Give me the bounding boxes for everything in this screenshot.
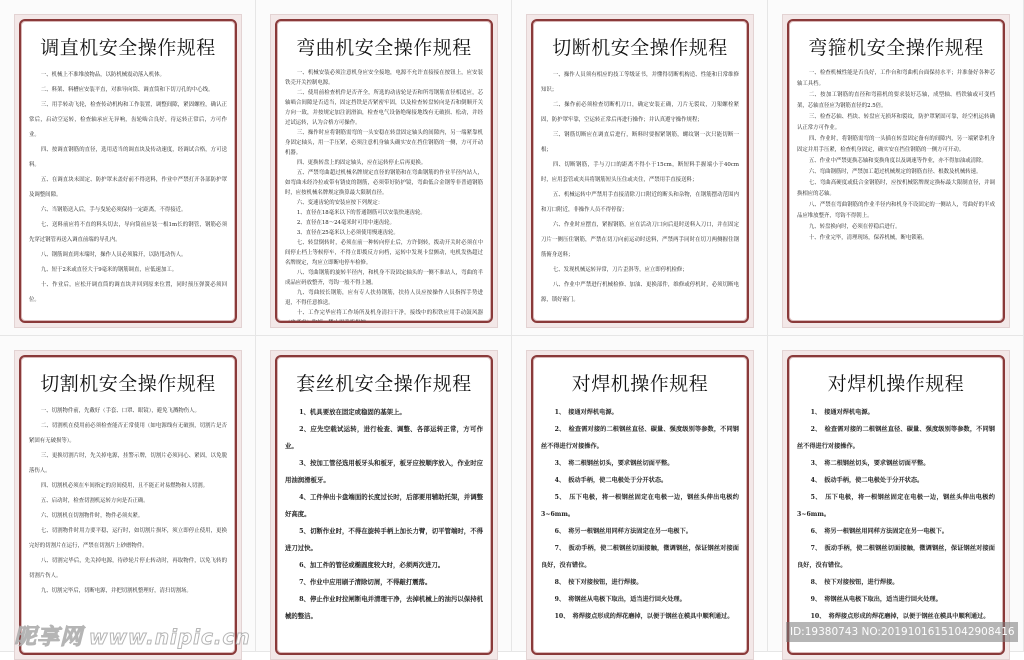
rule-item: 五、启动时，检查切割机运转方向是否正确。 — [40, 498, 149, 504]
rule-item: 七、转盘倒转时，必须在前一种转向停止后，方许倒转，拨动开关时必须在中间停止档上等候停车，不得立即拨反方向档，运转中发现卡盘颤动，电机发热超过名牌规定，均应立即断电停车检修。 — [285, 240, 483, 266]
rule-item: 6、 将另一根钢丝用同样方法固定在另一电极下。 — [810, 528, 948, 535]
watermark-logo — [14, 620, 251, 651]
rule-item: 七、发现机械运转异常，刀片歪斜等，应立即停机检修； — [552, 267, 688, 273]
sign-frame — [275, 355, 493, 655]
rule-item: 1、直径在18毫米以下的普通钢筋可以安装快速齿轮。 — [296, 210, 426, 216]
rule-item: 10、 将焊接点形成的焊花磨掉，以便于钢丝在模具中顺利通过。 — [810, 613, 990, 620]
rule-item: 九、弯曲较长钢筋，应有专人扶持钢筋，扶持人员应按操作人员指挥手势进退，不得任意推送。 — [285, 290, 483, 306]
rule-item: 6、 将另一根钢丝用同样方法固定在另一电极下。 — [554, 528, 692, 535]
sign-title: 弯曲机安全操作规程 — [296, 37, 472, 59]
rule-item: 2、 检查需对接的二根钢丝直径、碳量、强度级别等参数，不同钢丝不得进行对接操作。 — [797, 426, 995, 450]
sign-frame — [19, 19, 237, 323]
sign-cell-butt-welder-b — [768, 336, 1024, 652]
sign-title: 调直机安全操作规程 — [40, 37, 216, 59]
rule-list — [797, 404, 995, 625]
rule-item: 二、操作前必须检查切断机刀口，确定安装正确，刀片无裂纹，刀架螺栓紧固，防护罩牢靠，空运转正常后再进行操作；并认真遵守操作规程； — [541, 102, 739, 123]
rule-list — [541, 68, 739, 308]
rule-item: 六、弯曲钢筋时，严禁加工超过机械规定的钢筋直径、根数及机械转速。 — [808, 169, 982, 175]
sign-frame — [531, 19, 749, 323]
sign-frame — [275, 19, 493, 323]
rule-item: 一、检查机械性能是否良好，工作台和弯曲机台面保持水平；并准备好各种芯轴工具档。 — [797, 70, 995, 87]
rule-item: 4、 扳动手柄，使二电极处于分开状态。 — [554, 477, 668, 484]
rule-item: 二、按加工钢筋的直径和弯箍机的要求装好芯轴，成型轴、档铁轴或可变档架，芯轴直径应为钢筋直径的2.5倍。 — [797, 92, 995, 109]
sign-board — [782, 14, 1010, 328]
rule-item: 十、作业完毕，清理现场，保养机械，断电锁箱。 — [808, 235, 928, 241]
rule-list — [797, 68, 995, 244]
rule-item: 4、工件伸出卡盘端面的长度过长时，后部要用辅助托架，并调整好高度。 — [285, 493, 483, 518]
rule-item: 八、切割完毕后，先关掉电源，待砂轮片停止转动时，再取物件，以免飞转的切割片伤人。 — [29, 558, 227, 579]
rule-item: 七、切割物件时用力要平稳，运行时，如切割片损坏，须立即停止使用，更换完好的切割片在运行，严禁在切割片上砂磨物件。 — [29, 528, 227, 549]
rule-item: 四、切割机必须在车间指定的房间使用，且不能正对易燃物和人切割。 — [40, 483, 208, 489]
rule-item: 一、操作人员须有相应的技工等级证书，并懂得切断机构造、性能和日常维修知识； — [541, 72, 739, 93]
rule-item: 8、 按下对接按钮，进行焊接。 — [810, 579, 899, 586]
rule-item: 四、更换转盘上的固定轴头，应在运转停止后再更换。 — [296, 160, 427, 166]
sign-title: 切断机安全操作规程 — [552, 37, 728, 59]
sign-cell-straightener — [0, 0, 256, 336]
sign-board — [14, 350, 242, 660]
rule-item: 五、严禁弯曲超过机械名牌规定直径的钢筋和在弯曲钢筋的作业半径内站人，如弯曲未经冷拉或带有锈皮的钢筋，必须带好防护镜，弯曲低合金钢等非普通钢筋时，应按机械名牌规定换算最大限制直径。 — [285, 170, 483, 196]
rule-list — [285, 404, 483, 625]
rule-item: 7、 扳动手柄，使二根钢丝切面接触，微调钢丝，保证钢丝对接面良好，没有错位。 — [541, 545, 739, 569]
rule-item: 3、按加工管径选用板牙头和板牙，板牙应按顺序放入，作业时应用油润滑板牙。 — [285, 459, 483, 484]
rule-item: 八、钢筋调直到末端时，操作人员必须躲开，以防甩动伤人。 — [40, 252, 187, 258]
rule-list — [29, 68, 227, 308]
sign-title: 切割机安全操作规程 — [40, 373, 216, 395]
rule-item: 5、切断作业时，不得在旋转手柄上加长力臂，切平管端时，不得进刀过快。 — [285, 527, 483, 552]
rule-item: 八、严禁在弯曲钢筋的作业半径内和机身不设固定的一侧站人，弯曲好的半成品应堆放整齐，弯钩不得朝上。 — [797, 202, 995, 219]
rule-item: 3、 将二根钢丝切头，要求钢丝切面平整。 — [810, 460, 930, 467]
rule-item: 三、更换切割片时，先关掉电源，挂警示牌，切割片必须同心、紧固，以免脱落伤人。 — [29, 453, 227, 474]
rule-item: 一、切割物件前，先戴好（手套、口罩、眼镜），避免飞溅物伤人。 — [40, 408, 200, 414]
rule-item: 九、切割完毕后，切断电源，并把切割机整理好，清扫切割场。 — [40, 588, 192, 594]
watermark-id-banner: ID:19380743 NO:20191016151042908416 — [786, 622, 1018, 642]
rule-item: 三、检查芯轴、档块、转盘应无损坏和裂纹，防护罩紧固可靠，经空机运转确认正常方可作业。 — [797, 114, 995, 131]
rule-item: 五、机械运转中严禁用手直接清除刀口附近的断头和杂物，在钢筋摆动范围内和刀口附近，非操作人员不得停留； — [541, 192, 739, 213]
rule-item: 二、料架、料槽应安装平直，对准导向筒、调直筒和下切刀孔的中心线。 — [40, 87, 214, 93]
rule-item: 3、 将二根钢丝切头，要求钢丝切面平整。 — [554, 460, 674, 467]
sign-board — [270, 350, 498, 660]
sign-board — [782, 350, 1010, 660]
rule-item: 六、切割机在切割物件时，物件必须夹紧。 — [40, 513, 144, 519]
rule-item: 10、 将焊接点形成的焊花磨掉，以便于钢丝在模具中顺利通过。 — [554, 613, 734, 620]
sign-board — [14, 14, 242, 328]
rule-item: 六、当钢筋送入后，手与曳轮必须保持一定距离，不得接近。 — [40, 207, 187, 213]
watermark-url: www.nipic.cn — [89, 625, 251, 649]
watermark-logo-text: 昵享网 — [14, 625, 84, 650]
rule-item: 二、切割机在使用前必须检查能否正常使用（如电源线有无破损，切割片是否紧固有无破损等）。 — [29, 423, 227, 444]
sign-cell-bending — [256, 0, 512, 336]
sign-frame — [531, 355, 749, 655]
rule-item: 八、作业中严禁进行机械检修、加油、更换部件，维修或停机时，必须切断电源，锁好箱门。 — [541, 282, 739, 303]
rule-item: 四、作业时，将钢筋需弯的一头插在转盘固定备有的间隙内，另一端紧靠机身固定并用手压紧，检查机身固定，确实安在挡住钢筋的一侧方可开动。 — [797, 136, 995, 153]
rule-item: 一、机械上不准堆放物品，以防机械震动落入机体。 — [40, 72, 165, 78]
rule-item: 八、弯曲钢筋的旋转半径内，和机身不设固定轴头的一侧不准站人，弯曲的半成品应码放整齐，弯钩一般不得上翘。 — [285, 270, 483, 286]
sign-board — [270, 14, 498, 328]
rule-item: 七、弯曲高硬度或低合金钢筋时，应按机械铭牌规定换标最大限制直径，并调换相应的芯轴。 — [797, 180, 995, 197]
rule-item: 九、短于2米或直径大于9毫米的钢筋调直，应低速加工。 — [40, 267, 178, 273]
sign-board — [526, 350, 754, 660]
rule-list — [29, 404, 227, 599]
rule-item: 3、直径在25毫米以上必须使用慢速齿轮。 — [296, 230, 399, 236]
sign-title: 弯箍机安全操作规程 — [808, 37, 984, 59]
sign-title: 对焊机操作规程 — [571, 373, 709, 395]
sign-cell-cutting — [0, 336, 256, 652]
rule-item: 5、 压下电极，将一根钢丝固定在电极一边，钢丝头伸出电极约3~6mm。 — [541, 494, 739, 518]
sign-frame — [787, 355, 1005, 655]
rule-item: 三、用手转动飞轮，检查传动机构和工作装置，调整间隙，紧固螺栓，确认正常后，启动空运转，检查轴承应无异响，齿轮啮合良好，待运转正常后，方可作业。 — [29, 102, 227, 138]
sign-cell-stirrup-bender — [768, 0, 1024, 336]
rule-item: 三、操作时应将钢筋需弯的一头安稳在转盘固定轴头的间隙内，另一端紧靠机身固定轴头，用一手压紧，必须注意机身轴头确实安在挡住钢筋的一侧，方可开动机器。 — [285, 130, 483, 156]
sign-board — [526, 14, 754, 328]
rule-item: 2、直径在18～24毫米时可用中速齿轮。 — [296, 220, 395, 226]
rule-item: 8、停止作业时拉闸断电并清理干净，去掉机械上的油污以保持机械的整洁。 — [285, 595, 483, 620]
rule-item: 三、钢筋切断应在调直后进行，断料时要握紧钢筋，螺纹钢一次只能切断一根； — [541, 132, 739, 153]
rule-item: 9、 将钢丝从电极下取出，适当进行回火处理。 — [810, 596, 942, 603]
rule-item: 5、 压下电极，将一根钢丝固定在电极一边，钢丝头伸出电极约3~6mm。 — [797, 494, 995, 518]
rule-item: 四、切断钢筋，手与刀口的距离不得小于15cm，断短料手握端小于40cm时，应用套管或夹具将钢筋短头压住或夹住，严禁用手直接送料； — [541, 162, 739, 183]
sign-title: 对焊机操作规程 — [827, 373, 965, 395]
sign-frame — [787, 19, 1005, 323]
rule-item: 6、加工件的管径或椭圆度较大时，必须两次进刀。 — [299, 561, 445, 569]
rule-item: 8、 按下对接按钮，进行焊接。 — [554, 579, 643, 586]
rule-item: 九、转盘换向时，必须在停稳后进行。 — [808, 224, 901, 230]
rule-item: 二、使用前检查机件是否齐全，所选的动齿轮是否和所弯钢筋直径相适应，芯轴啮合间隙是否适当，固定挡铁是否紧密牢固，以及检查转盘转向是否和倒顺开关方向一致，并按规定加注润滑油，检查电气设备绝缘接地线有无破损、松动，并经过试运转，认为合格方可操作。 — [285, 90, 483, 126]
rule-list — [541, 404, 739, 625]
sign-cell-butt-welder-a — [512, 336, 768, 652]
rule-item: 十、工作完毕应将工作场所及机身清扫干净，接线中的积铁应用手动鼓风器（皮老虎）吹掉，禁止用手指抠挖。 — [285, 310, 483, 323]
rule-item: 9、 将钢丝从电极下取出，适当进行回火处理。 — [554, 596, 686, 603]
rule-item: 七、送料前应将不直的料头切去，导向筒前应装一根1m长的钢管，钢筋必须先穿过钢管再送入调直前端的导孔内。 — [29, 222, 227, 243]
rule-item: 7、 扳动手柄，使二根钢丝切面接触，微调钢丝，保证钢丝对接面良好，没有错位。 — [797, 545, 995, 569]
rule-item: 2、 检查需对接的二根钢丝直径、碳量、强度级别等参数，不同钢丝不得进行对接操作。 — [541, 426, 739, 450]
sign-title: 套丝机安全操作规程 — [296, 373, 472, 395]
rule-item: 五、在调直块未固定、防护罩未盖好前不得送料，作业中严禁打开各部防护罩及调整间隙。 — [29, 177, 227, 198]
rule-item: 1、机具要放在固定或稳固的基架上。 — [299, 408, 406, 416]
rule-item: 六、作业时应摆直，紧握钢筋，应在活动刀口向后退时送料入刀口，并在固定刀片一侧压住钢筋，严禁在切刀向前运动时送料，严禁两手同时在切刀两侧握住钢筋俯身送料； — [541, 222, 739, 258]
sign-cell-threading — [256, 336, 512, 652]
rule-item: 7、作业中应用刷子清除切屑，不得敲打震落。 — [299, 578, 432, 586]
rule-item: 1、 接通对焊机电源。 — [810, 409, 874, 416]
rule-item: 四、按调直钢筋的直径，选用适当的调直块及传动速度，经调试合格，方可送料。 — [29, 147, 227, 168]
sign-cell-cutoff — [512, 0, 768, 336]
rule-item: 十、作业后，应松开调直筒的调直块并回到原来位置，同时预压弹簧必须回位。 — [29, 282, 227, 303]
rule-item: 4、 扳动手柄，使二电极处于分开状态。 — [810, 477, 924, 484]
rule-item: 五、作业中严禁更换芯轴和变换角度以及调速等作业，亦不得加油或清除。 — [808, 158, 987, 164]
sign-frame — [19, 355, 237, 655]
rule-list — [285, 68, 483, 323]
rule-item: 六、变速齿轮的安装应按下列规定： — [296, 200, 384, 206]
rule-item: 2、应先空载试运转，进行检查、调整、各部运转正常，方可作业。 — [285, 425, 483, 450]
rule-item: 1、 接通对焊机电源。 — [554, 409, 618, 416]
rule-item: 一、机械安装必须注意机身应安全接地，电源不允许直接接在按钮上，应安装铁壳开关控制电源。 — [285, 70, 483, 86]
